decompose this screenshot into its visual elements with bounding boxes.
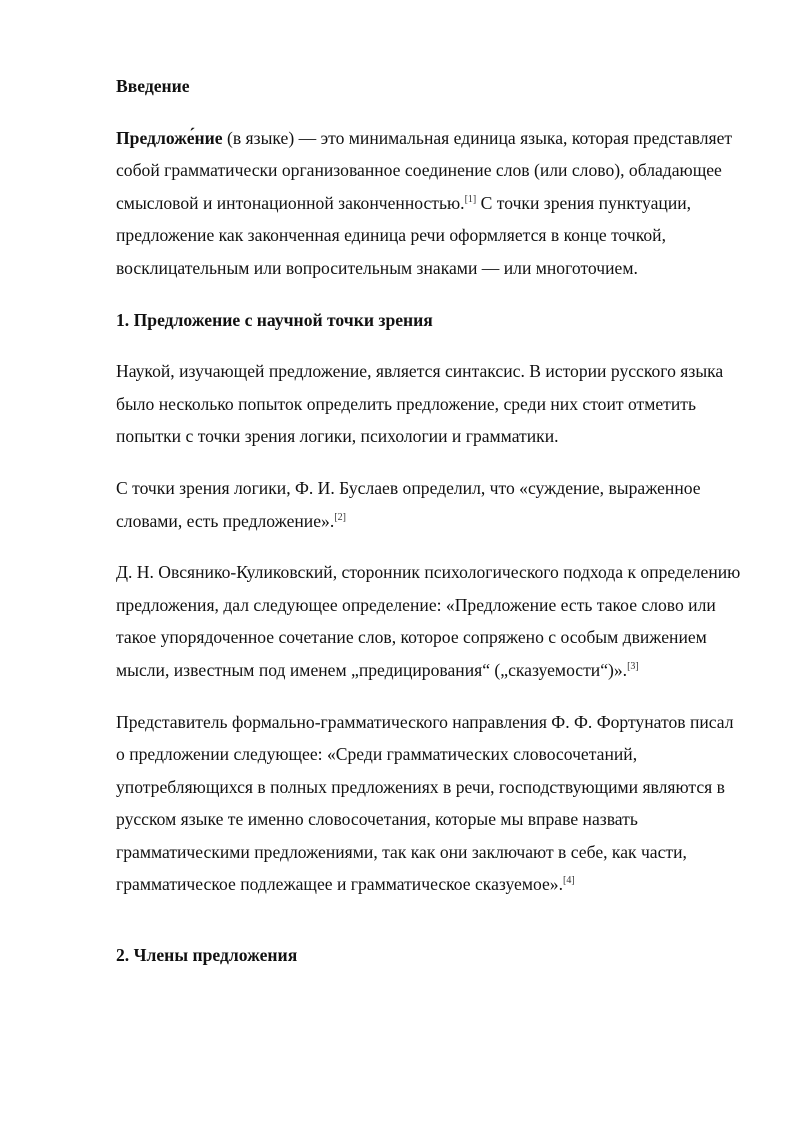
section-1-paragraph-2 (116, 472, 746, 537)
section-1-paragraph-2-text: С точки зрения логики, Ф. И. Буслаев определил, что «суждение, выраженное словами, есть предложение». (116, 477, 701, 531)
intro-heading: Введение (116, 76, 190, 96)
footnote-ref-4[interactable]: [4] (563, 875, 575, 887)
section-1-paragraph-3-text: Д. Н. Овсянико-Куликовский, сторонник психологического подхода к определению предложения, дал следующее определение: «Предложение есть такое слово или такое упорядоченное сочетание слов, которое сопряжено с особым движением мысли, известным под именем „предицирования“ („сказуемости“)». (116, 562, 741, 680)
intro-text-2: С точки зрения пунктуации, предложение как законченная единица речи оформляется в конце точкой, восклицательным или вопросительным знаками — или многоточием. (116, 192, 692, 278)
section-2-heading: 2. Члены предложения (116, 945, 298, 966)
section-1-paragraph-3 (116, 556, 746, 686)
document-page (116, 70, 746, 991)
section-1-paragraph-4-text: Представитель формально-грамматического направления Ф. Ф. Фортунатов писал о предложении следующее: «Среди грамматических словосочетаний, употребляющихся в полных предложениях в речи, господствующими являются в русском языке те именно словосочетания, которые мы вправе назвать грамматическими предложениями, так как они заключают в себе, как части, грамматическое подлежащее и грамматическое сказуемое». (116, 711, 734, 895)
footnote-ref-3[interactable]: [3] (627, 660, 639, 672)
section-1-paragraph-1: Наукой, изучающей предложение, является синтаксис. В истории русского языка было несколько попыток определить предложение, среди них стоит отметить попытки с точки зрения логики, психологии и грамматики. (116, 361, 724, 447)
footnote-ref-1[interactable]: [1] (464, 193, 477, 205)
footnote-ref-2[interactable]: [2] (334, 511, 346, 523)
intro-paragraph (116, 122, 746, 285)
intro-text-1: (в языке) — это минимальная единица языка, которая представляет собой грамматически организованное соединение слов (или слово), обладающее смысловой и интонационной законченностью. (116, 127, 733, 213)
section-1-paragraph-4 (116, 706, 746, 902)
intro-term: Предложе́ние (116, 127, 223, 148)
section-1-heading: 1. Предложение с научной точки зрения (116, 309, 433, 330)
